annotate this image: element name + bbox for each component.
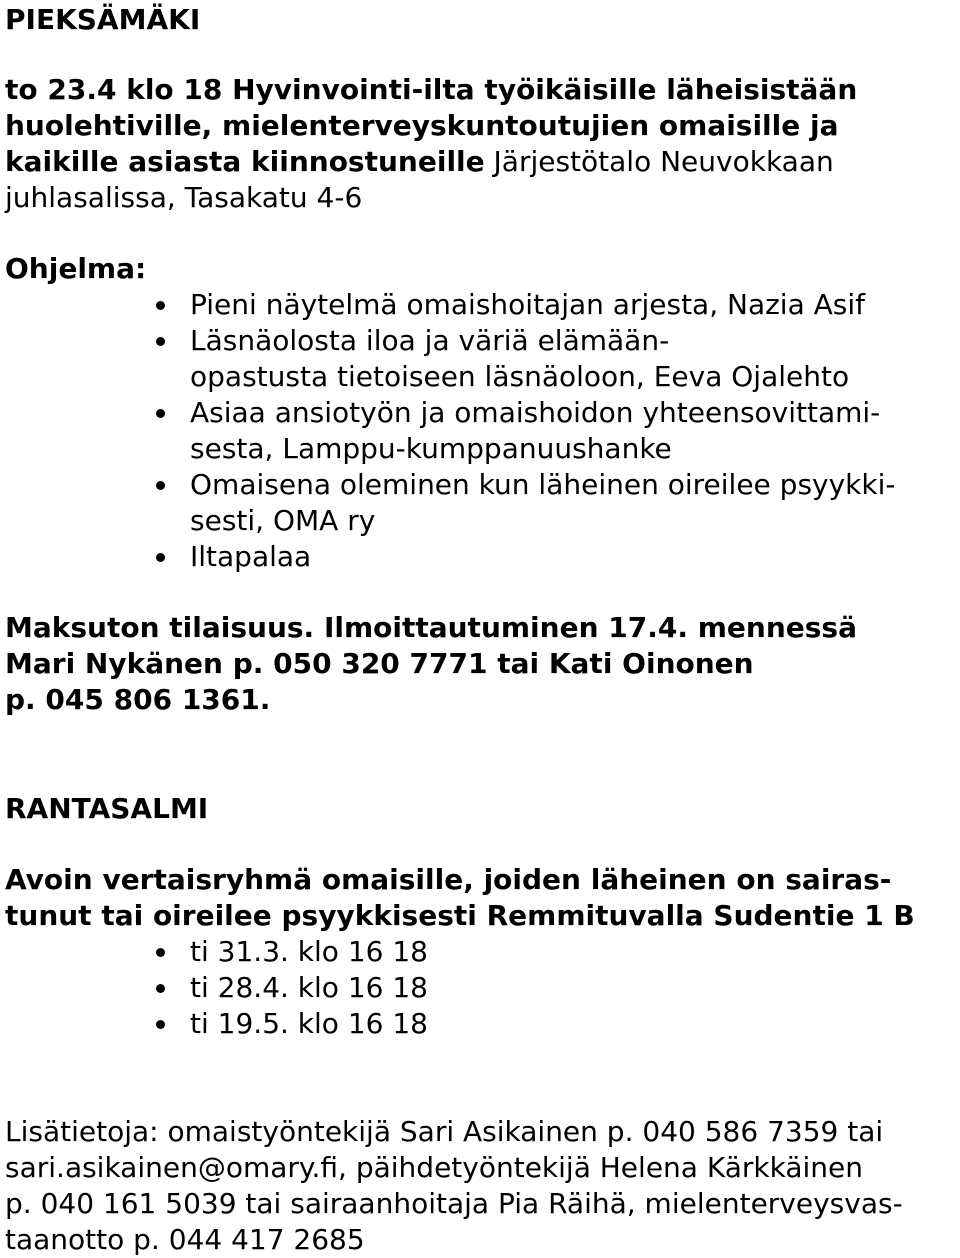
event-description [5, 72, 857, 216]
list-item: Omaisena oleminen kun läheinen oireilee psyykki- sesti, OMA ry [5, 467, 955, 539]
list-item: Pieni näytelmä omaishoitajan arjesta, Nazia Asif [5, 287, 955, 323]
bullet-icon [156, 948, 165, 957]
bullet-icon [156, 337, 165, 346]
bullet-icon [156, 984, 165, 993]
section-heading-rantasalmi: RANTASALMI [5, 792, 209, 825]
bullet-icon [156, 301, 165, 310]
program-label: Ohjelma: [5, 252, 147, 285]
dates-list [5, 934, 955, 1042]
section-heading-pieksamaki: PIEKSÄMÄKI [5, 3, 201, 36]
list-item: ti 19.5. klo 16 18 [5, 1006, 955, 1042]
event-line: kaikille asiasta kiinnostuneille Järjestötalo Neuvokkaan [5, 145, 834, 178]
contact-info: Lisätietoja: omaistyöntekijä Sari Asikainen p. 040 586 7359 tai sari.asikainen@omary.fi, päihdetyöntekijä Helena Kärkkäinen p. 040 161 5039 tai sairaanhoitaja Pia Räihä, mielenterveysvas- taanotto p. 044 417 2685 [5, 1115, 903, 1256]
bullet-icon [156, 1020, 165, 1029]
bullet-icon [156, 409, 165, 418]
list-item: Läsnäolosta iloa ja väriä elämään- opastusta tietoiseen läsnäoloon, Eeva Ojalehto [5, 323, 955, 395]
event-line: juhlasalissa, Tasakatu 4-6 [5, 181, 363, 214]
list-item: Iltapalaa [5, 539, 955, 575]
event-line: to 23.4 klo 18 Hyvinvointi-ilta työikäisille läheisistään [5, 73, 858, 106]
bullet-icon [156, 553, 165, 562]
list-item: ti 28.4. klo 16 18 [5, 970, 955, 1006]
group-description: Avoin vertaisryhmä omaisille, joiden läheinen on sairas- tunut tai oireilee psyykkisesti Remmituvalla Sudentie 1 B [5, 863, 915, 932]
list-item: ti 31.3. klo 16 18 [5, 934, 955, 970]
registration-info: Maksuton tilaisuus. Ilmoittautuminen 17.4. mennessä Mari Nykänen p. 050 320 7771 tai Kati Oinonen p. 045 806 1361. [5, 611, 857, 716]
bullet-icon [156, 481, 165, 490]
event-line: huolehtiville, mielenterveyskuntoutujien omaisille ja [5, 109, 839, 142]
list-item: Asiaa ansiotyön ja omaishoidon yhteensovittami- sesta, Lamppu-kumppanuushanke [5, 395, 955, 467]
program-list [5, 287, 955, 575]
